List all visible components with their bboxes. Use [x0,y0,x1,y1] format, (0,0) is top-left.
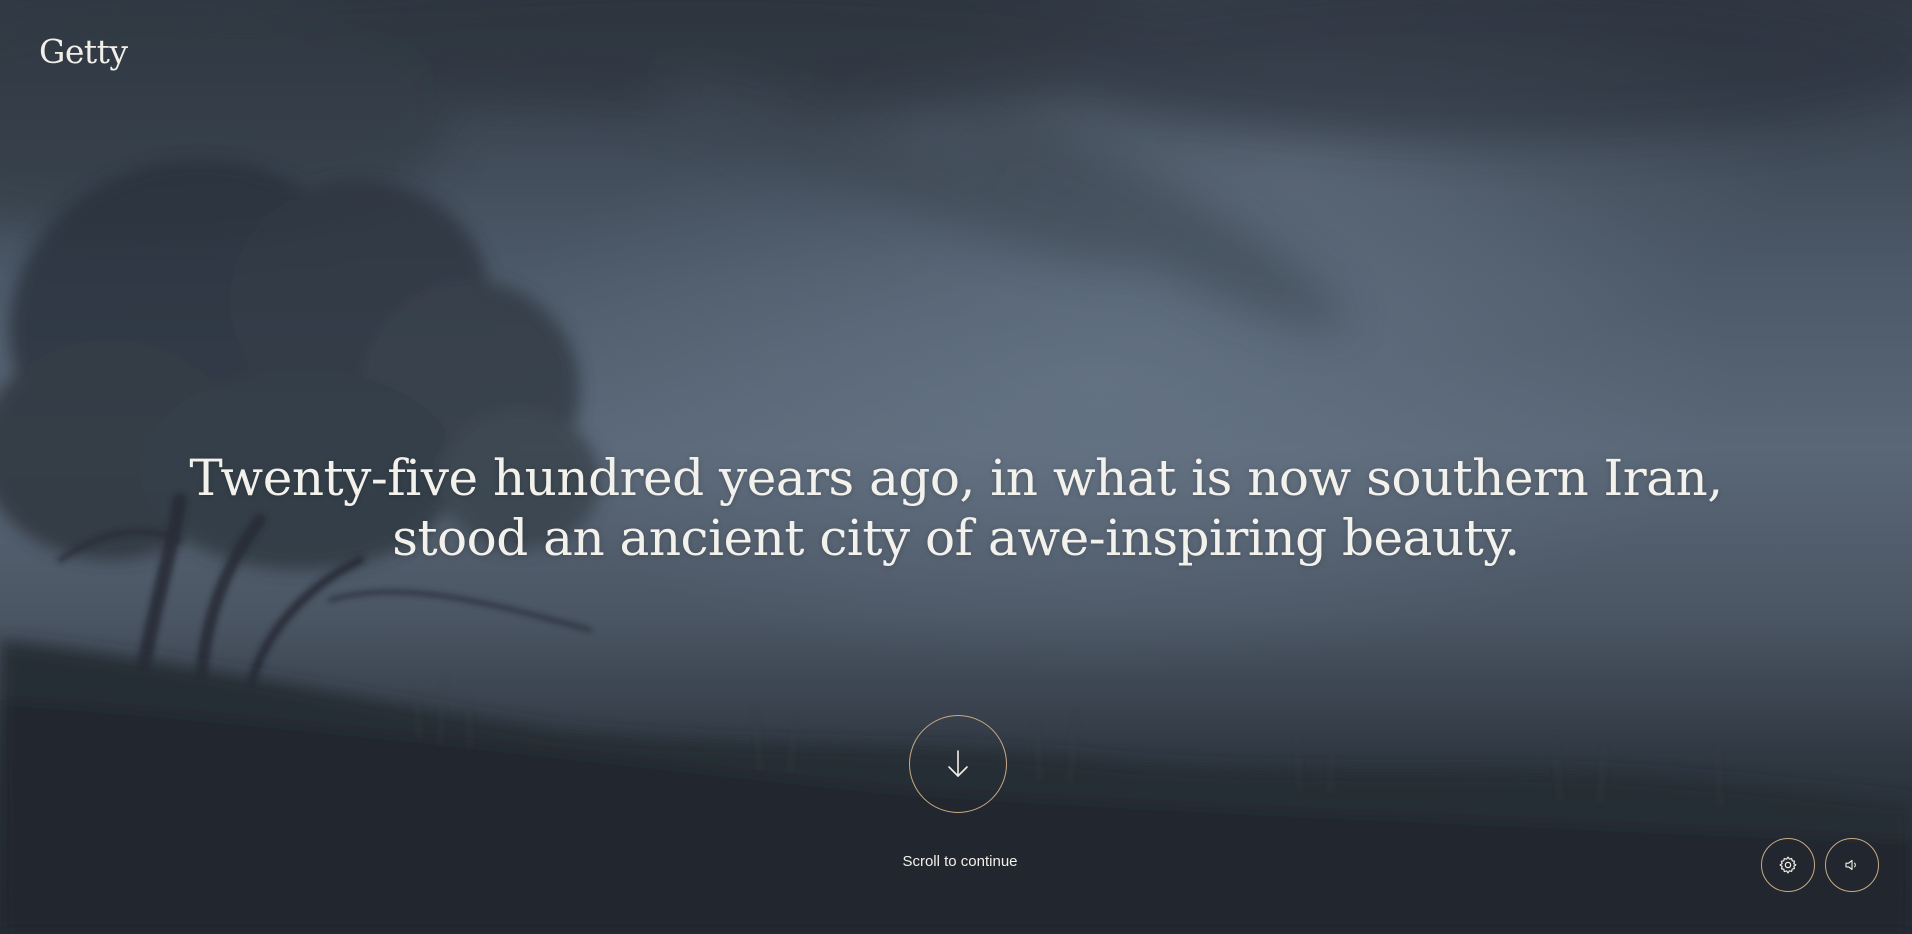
scroll-to-continue-label: Scroll to continue [902,853,1018,870]
headline-line-1: Twenty-five hundred years ago, in what is now southern Iran, [189,449,1723,507]
scroll-down-button[interactable] [909,715,1007,813]
hero-headline [0,448,1912,568]
settings-button[interactable] [1761,838,1815,892]
getty-logo[interactable]: Getty [39,32,128,71]
sound-toggle-button[interactable] [1825,838,1879,892]
speaker-icon [1843,856,1861,874]
arrow-down-icon [945,749,971,779]
gear-icon [1778,855,1798,875]
headline-line-2: stood an ancient city of awe-inspiring beauty. [392,509,1520,567]
